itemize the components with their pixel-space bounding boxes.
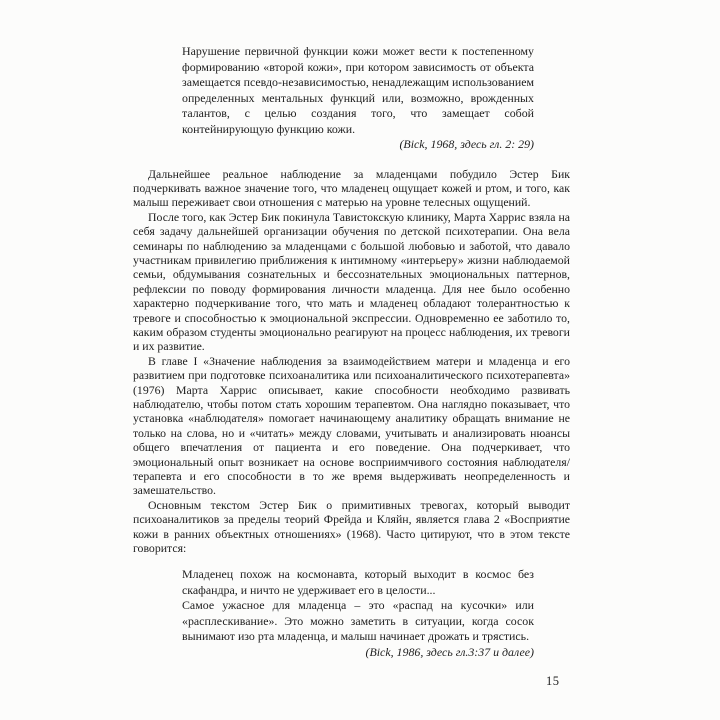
paragraph: Основным текстом Эстер Бик о примитивных тревогах, который выводит психоаналитиков за пределы теорий Фрейда и Кляйн, является глава 2 «Восприятие кожи в ранних объектных отношениях» (1968). Часто цитируют, что в этом тексте говорится:: [133, 497, 570, 556]
page-number: 15: [546, 674, 560, 688]
quote-text: Младенец похож на космонавта, который выходит в космос без скафандра, и ничто не удерживает его в целости...: [182, 567, 534, 597]
quote-citation: (Bick, 1986, здесь гл.3:37 и далее): [365, 644, 534, 659]
paragraph: Дальнейшее реальное наблюдение за младенцами побудило Эстер Бик подчеркивать важное значение того, что младенец ощущает кожей и ртом, и того, как малыш переживает свои отношения с матерью на уровне телесных ощущений.: [133, 166, 570, 210]
block-quote-bick-1968: [182, 44, 534, 153]
text-column: [133, 44, 570, 660]
paragraph: В главе I «Значение наблюдения за взаимодействием матери и младенца и его развитием при подготовке психоаналитика или психоаналитического психотерапевта» (1976) Марта Харрис описывает, какие способности необходимо развивать наблюдателю, чтобы потом стать хорошим терапевтом. Она наглядно показывает, что установка «наблюдателя» помогает начинающему аналитику обращать внимание не только на слова, но и «читать» между словами, учитывать и анализировать нюансы общего впечатления от пациента и его поведение. Она подчеркивает, что эмоциональный опыт возникает на основе восприимчивого состояния наблюдателя/терапевта и его способности в то же время выдерживать неопределенность и замешательство.: [133, 353, 570, 498]
quote-citation: (Bick, 1968, здесь гл. 2: 29): [399, 137, 534, 151]
quote-text: Нарушение первичной функции кожи может вести к постепенному формированию «второй кожи», при котором зависимость от объекта замещается псевдо-независимостью, ненадлежащим использованием определенных ментальных функций или, возможно, врожденных талантов, с целью создания того, что замещает собой контейнирующую функцию кожи.: [182, 44, 534, 136]
paragraph: После того, как Эстер Бик покинула Тавистокскую клинику, Марта Харрис взяла на себя задачу дальнейшей организации обучения по детской психотерапии. Она вела семинары по наблюдению за младенцами с большой любовью и заботой, что давало участникам привилегию приближения к интимному «интерьеру» жизни наблюдаемой семьи, обдумывания сознательных и бессознательных эмоциональных паттернов, рефлексии по поводу формирования личности младенца. Для нее было особенно характерно подчеркивание того, что мать и младенец обладают толерантностью к тревоге и способностью к эмоциональной экспрессии. Одновременно ее заботило то, каким образом студенты эмоционально реагируют на процесс наблюдения, их тревоги и их развитие.: [133, 209, 570, 354]
block-quote-bick-1986: [182, 567, 534, 660]
quote-text: Самое ужасное для младенца – это «распад на кусочки» или «расплескивание». Это можно заметить в ситуации, когда сосок вынимают изо рта младенца, и малыш начинает дрожать и трястись.: [182, 598, 534, 644]
